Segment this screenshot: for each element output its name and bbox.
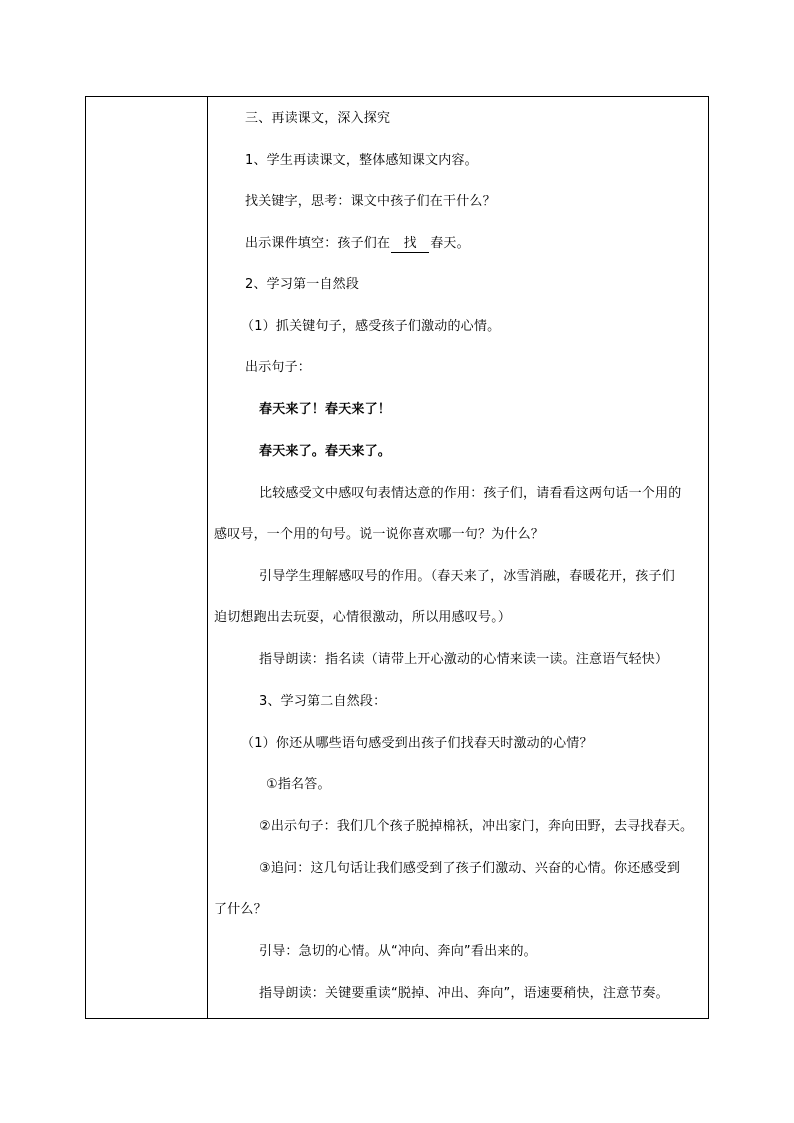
item-1: ①指名答。 [266, 777, 331, 792]
fill-in-blank: 找 [391, 236, 429, 253]
content-cell [208, 97, 708, 1018]
step-3: 3、学习第二自然段： [259, 694, 387, 709]
compare-paragraph-line-2: 感叹号，一个用的句号。说一说你喜欢哪一句？为什么？ [214, 527, 545, 542]
guide-paragraph-line-1: 引导学生理解感叹号的作用。（春天来了，冰雪消融，春暖花开，孩子们 [259, 569, 675, 584]
fill-in-suffix: 春天。 [430, 236, 470, 251]
left-column-cell [86, 97, 208, 1018]
show-sentence-label: 出示句子： [245, 360, 312, 375]
item-3-line-1: ③追问：这几句话让我们感受到了孩子们激动、兴奋的心情。你还感受到 [259, 861, 681, 876]
guide-urgent: 引导：急切的心情。从“冲向、奔向”看出来的。 [259, 944, 537, 959]
guide-paragraph-line-2: 迫切想跑出去玩耍，心情很激动，所以用感叹号。） [214, 610, 512, 625]
lesson-table [85, 96, 709, 1019]
step-2: 2、学习第一自然段 [245, 277, 360, 292]
fill-in-prefix: 出示课件填空：孩子们在 [245, 236, 391, 251]
step-1: 1、学生再读课文，整体感知课文内容。 [245, 153, 478, 168]
item-3-line-2: 了什么？ [214, 902, 267, 917]
reading-guidance-2: 指导朗读：关键要重读“脱掉、冲出、奔向”，语速要稍快，注意节奏。 [259, 986, 669, 1001]
item-2: ②出示句子：我们几个孩子脱掉棉袄，冲出家门，奔向田野，去寻找春天。 [259, 819, 694, 834]
keyword-question: 找关键字，思考：课文中孩子们在干什么？ [245, 194, 496, 209]
sentence-period: 春天来了。春天来了。 [259, 444, 392, 459]
fill-in-blank-line [245, 236, 470, 253]
sub-step-1: （1）抓关键句子，感受孩子们激动的心情。 [241, 319, 501, 334]
reading-guidance-1: 指导朗读：指名读（请带上开心激动的心情来读一读。注意语气轻快） [259, 652, 669, 667]
sub-question-1: （1）你还从哪些语句感受到出孩子们找春天时激动的心情？ [241, 736, 593, 751]
compare-paragraph-line-1: 比较感受文中感叹句表情达意的作用：孩子们，请看看这两句话一个用的 [259, 486, 682, 501]
section-heading: 三、再读课文，深入探究 [245, 111, 391, 126]
sentence-exclaim: 春天来了！春天来了！ [259, 402, 392, 417]
